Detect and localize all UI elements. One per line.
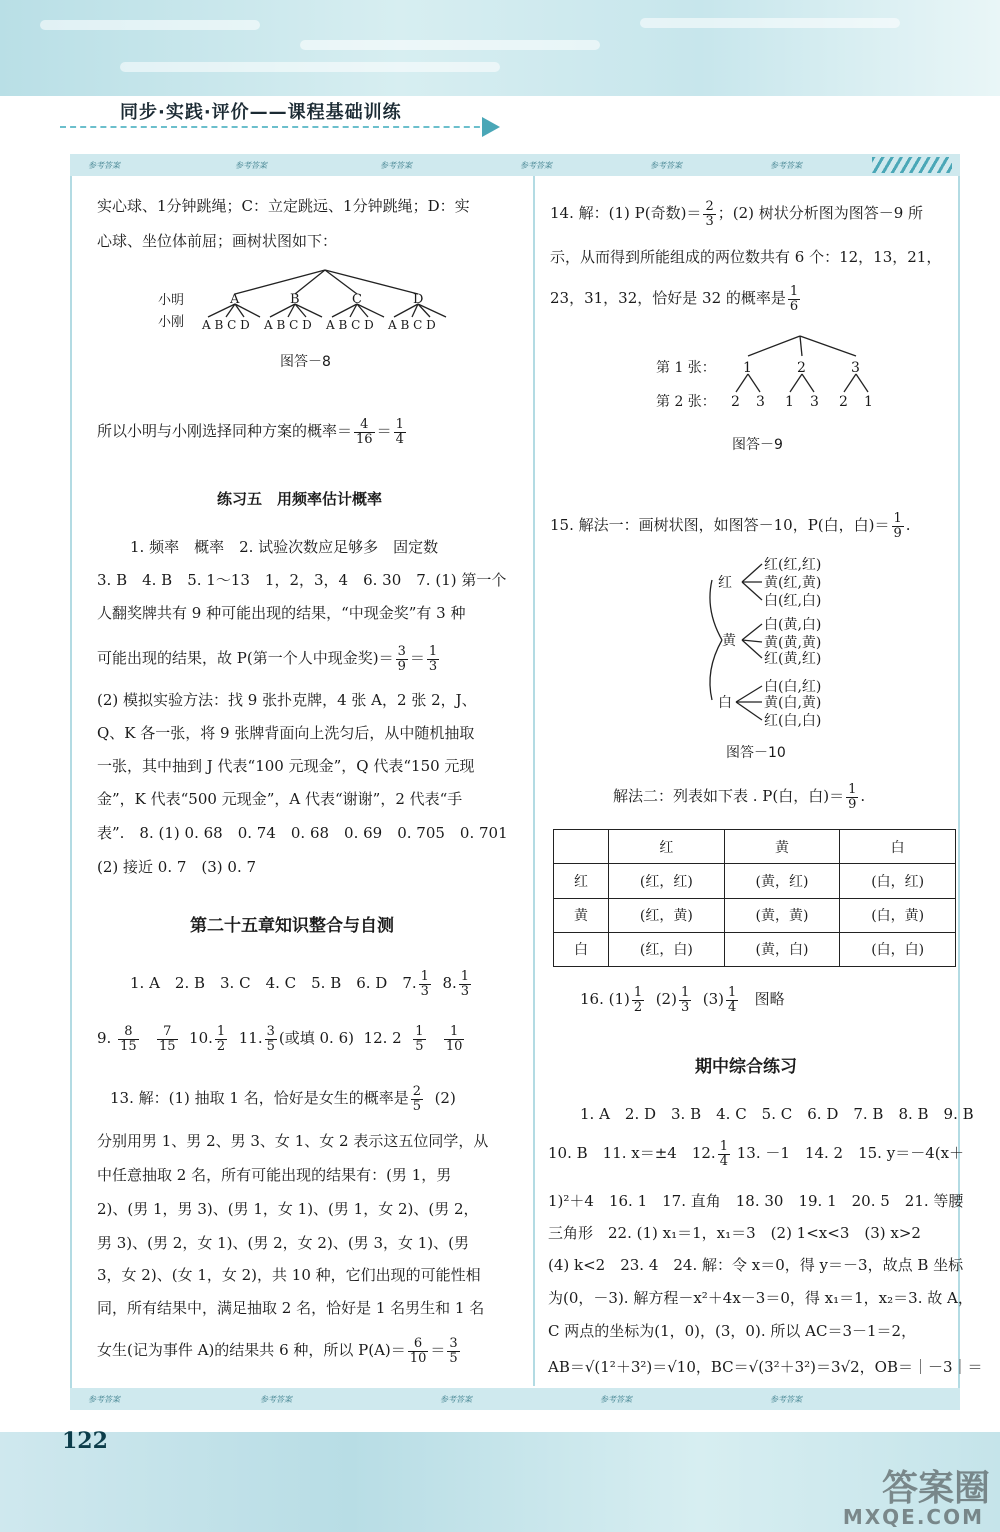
tree8-leaves: A B C D [264, 318, 312, 332]
table-row: 红 (红，红) (黄，红) (白，红) [554, 864, 956, 898]
tree-diagram-10 [700, 550, 850, 730]
fraction: $\frac{1}{4}$ [395, 417, 404, 447]
fraction: $\frac{1}{5}$ [415, 1024, 424, 1054]
tree8-node: B [290, 292, 300, 307]
fraction: $\frac{7}{15}$ [158, 1024, 176, 1054]
ch25-q13-line-7: 同，所有结果中，满足抽取 2 名，恰好是 1 名男生和 1 名 [97, 1299, 485, 1317]
q15-line-2: 解法二：列表如下表 . P(白，白)＝ $\frac{1}{9}$ . [613, 782, 866, 812]
tree10-root: 红 [718, 575, 732, 591]
q15-line-1: 15. 解法一：画树状图，如图答－10，P(白，白)＝ $\frac{1}{9}$ . [550, 511, 911, 541]
fraction: $\frac{3}{9}$ [397, 644, 406, 674]
fraction: $\frac{1}{3}$ [460, 969, 470, 999]
fraction: $\frac{2}{5}$ [412, 1084, 422, 1114]
midterm-line-7: C 两点的坐标为(1，0)，(3，0). 所以 AC＝3－1＝2， [548, 1322, 917, 1340]
midterm-line-2: 10. B 11. x＝±4 12. $\frac{1}{4}$ 13. －1 14. 2 15. y＝－4(x＋ [548, 1139, 965, 1169]
result-table [553, 829, 956, 967]
table-row: 红 黄 白 [554, 830, 956, 864]
practice5-line-2: 3. B 4. B 5. 1～13 1，2，3，4 6. 30 7. (1) 第一个 [97, 571, 507, 589]
practice5-line-8: 金”，K 代表“500 元现金”，A 代表“谢谢”，2 代表“手 [97, 790, 463, 808]
column-divider [533, 176, 535, 1386]
ch25-q13-line-6: 3，女 2)、(女 1，女 2)，共 10 种，它们出现的可能性相 [97, 1266, 481, 1284]
header-title: 同步·实践·评价——课程基础训练 [120, 102, 402, 123]
tree9-node: 3 [851, 360, 860, 376]
q14-line-3: 23，31，32，恰好是 32 的概率是 $\frac{1}{6}$ [550, 284, 799, 314]
fraction: $\frac{4}{16}$ [356, 417, 373, 447]
fraction: $\frac{2}{3}$ [705, 199, 714, 229]
midterm-line-6: 为(0，－3). 解方程－x²＋4x－3＝0，得 x₁＝1，x₂＝3. 故 A， [548, 1289, 973, 1307]
ch25-line-2: 9. $\frac{8}{15}$ $\frac{7}{15}$ 10. $\frac{1}{2}$ 11. $\frac{3}{5}$ (或填 0. 6) 12. 2 $\frac{1}{5}$ $\frac{1}{10}$ [97, 1024, 463, 1054]
practice5-line-1: 1. 频率 概率 2. 试验次数应足够多 固定数 [130, 538, 439, 556]
tree8-row1-label: 小明 [158, 293, 185, 308]
table-row: 白 (红，白) (黄，白) (白，白) [554, 932, 956, 966]
ch25-q13-line-8: 女生(记为事件 A)的结果共 6 种，所以 P(A)＝ $\frac{6}{10}$ ＝ $\frac{3}{5}$ [97, 1336, 458, 1366]
tree10-leaf: 白(白,红) [764, 679, 822, 695]
fraction: $\frac{1}{3}$ [428, 644, 438, 674]
tree10-leaf: 黄(红,黄) [764, 575, 822, 591]
fraction: $\frac{1}{3}$ [420, 969, 429, 999]
left-line-2: 心球、坐位体前屈；画树状图如下： [97, 232, 338, 250]
ch25-q13-line-1: 13. 解：(1) 抽取 1 名，恰好是女生的概率是 $\frac{2}{5}$ (2) [110, 1084, 456, 1114]
page-number: 122 [62, 1428, 108, 1454]
practice5-line-9: 表”. 8. (1) 0. 68 0. 74 0. 68 0. 69 0. 705 0. 701 [97, 824, 508, 842]
left-line-3: 所以小明与小刚选择同种方案的概率＝ $\frac{4}{16}$ ＝ $\frac{1}{4}$ [97, 417, 404, 447]
practice5-line-5: (2) 模拟实验方法：找 9 张扑克牌，4 张 A，2 张 2，J、 [97, 691, 477, 709]
top-answer-strip: 参考答案 参考答案 参考答案 参考答案 参考答案 参考答案 [70, 154, 960, 176]
tree8-leaves: A B C D [388, 318, 436, 332]
tree10-leaf: 黄(黄,黄) [764, 635, 822, 651]
midterm-line-1: 1. A 2. D 3. B 4. C 5. C 6. D 7. B 8. B 9. B [580, 1105, 974, 1123]
section-title-practice-5: 练习五 用频率估计概率 [217, 490, 383, 508]
tree8-node: A [230, 292, 240, 307]
q14-line-2: 示，从而得到所能组成的两位数共有 6 个：12，13，21， [550, 248, 942, 266]
figure-caption-8: 图答－8 [280, 354, 331, 370]
tree10-leaf: 白(红,白) [764, 593, 822, 609]
midterm-title: 期中综合练习 [695, 1057, 797, 1077]
ch25-q13-line-2: 分别用男 1、男 2、男 3、女 1、女 2 表示这五位同学，从 [97, 1132, 489, 1150]
fraction: $\frac{3}{5}$ [266, 1024, 275, 1054]
fraction: $\frac{1}{3}$ [680, 985, 690, 1015]
fraction: $\frac{1}{10}$ [445, 1024, 463, 1054]
tree9-node: 2 [797, 360, 806, 376]
tree10-leaf: 白(黄,白) [764, 617, 822, 633]
tree10-leaf: 红(红,红) [764, 557, 822, 573]
ch25-line-1: 1. A 2. B 3. C 4. C 5. B 6. D 7. $\frac{1}{3}$ 8. $\frac{1}{3}$ [130, 969, 470, 999]
figure-caption-9: 图答－9 [732, 437, 783, 453]
tree-diagram-9 [650, 328, 890, 418]
hatch-decoration-icon [872, 157, 952, 173]
top-decorative-banner [0, 0, 1000, 96]
practice5-line-6: Q、K 各一张，将 9 张牌背面向上洗匀后，从中随机抽取 [97, 724, 475, 742]
fraction: $\frac{1}{2}$ [633, 985, 643, 1015]
fraction: $\frac{8}{15}$ [120, 1024, 137, 1054]
bottom-answer-strip: 参考答案 参考答案 参考答案 参考答案 参考答案 [70, 1388, 960, 1410]
tree10-root: 白 [718, 695, 732, 711]
tree8-row2-label: 小刚 [158, 315, 185, 330]
tree9-leaf: 1 [785, 394, 794, 410]
practice5-line-10: (2) 接近 0. 7 (3) 0. 7 [97, 858, 257, 876]
midterm-line-8: AB＝√(1²＋3²)＝√10，BC＝√(3²＋3²)＝3√2，OB＝｜－3｜＝ [548, 1358, 983, 1376]
watermark-logo: 答案圈 [881, 1468, 990, 1509]
practice5-line-3: 人翻奖牌共有 9 种可能出现的结果，“中现金奖”有 3 种 [97, 604, 466, 622]
tree8-leaves: A B C D [326, 318, 374, 332]
fraction: $\frac{1}{6}$ [789, 284, 799, 314]
ch25-q13-line-3: 中任意抽取 2 名，所有可能出现的结果有：(男 1，男 [97, 1166, 452, 1184]
tree8-node: D [413, 292, 424, 307]
header-arrow-icon [482, 117, 500, 137]
ch25-q13-line-5: 男 3)、(男 2，女 1)、(男 2，女 2)、(男 3，女 1)、(男 [97, 1234, 469, 1252]
tree9-leaf: 2 [839, 394, 848, 410]
tree10-leaf: 黄(白,黄) [764, 695, 822, 711]
tree9-leaf: 3 [756, 394, 765, 410]
fraction: $\frac{6}{10}$ [409, 1336, 427, 1366]
table-row: 黄 (红，黄) (黄，黄) (白，黄) [554, 898, 956, 932]
chapter-25-title: 第二十五章知识整合与自测 [190, 916, 394, 936]
watermark-url: MXQE.COM [842, 1505, 984, 1529]
ch25-q13-line-4: 2)、(男 1，男 3)、(男 1，女 1)、(男 1，女 2)、(男 2， [97, 1200, 479, 1218]
practice5-line-4: 可能出现的结果，故 P(第一个人中现金奖)＝ $\frac{3}{9}$ ＝ $\frac{1}{3}$ [97, 644, 438, 674]
midterm-line-5: (4) k<2 23. 4 24. 解：令 x＝0，得 y＝－3，故点 B 坐标 [548, 1256, 964, 1274]
tree8-node: C [352, 292, 362, 307]
fraction: $\frac{3}{5}$ [449, 1336, 458, 1366]
left-line-1: 实心球、1分钟跳绳；C：立定跳远、1分钟跳绳；D：实 [97, 197, 470, 215]
midterm-line-3: 1)²＋4 16. 1 17. 直角 18. 30 19. 1 20. 5 21. 等腰 [548, 1192, 964, 1210]
q14-line-1: 14. 解：(1) P(奇数)＝ $\frac{2}{3}$ ；(2) 树状分析图为图答－9 所 [550, 199, 924, 229]
tree9-node: 1 [743, 360, 752, 376]
tree9-leaf: 2 [731, 394, 740, 410]
fraction: $\frac{1}{9}$ [893, 511, 902, 541]
header-line [60, 126, 490, 128]
fraction: $\frac{1}{9}$ [848, 782, 857, 812]
tree9-leaf: 1 [864, 394, 873, 410]
tree-diagram-8 [150, 262, 460, 338]
tree8-leaves: A B C D [202, 318, 250, 332]
tree10-leaf: 红(黄,红) [764, 651, 822, 667]
midterm-line-4: 三角形 22. (1) x₁＝1，x₁＝3 (2) 1<x<3 (3) x>2 [548, 1224, 921, 1242]
tree10-root: 黄 [722, 633, 736, 649]
fraction: $\frac{1}{4}$ [728, 985, 737, 1015]
practice5-line-7: 一张，其中抽到 J 代表“100 元现金”，Q 代表“150 元现 [97, 757, 475, 775]
fraction: $\frac{1}{4}$ [719, 1139, 728, 1169]
q16-line: 16. (1) $\frac{1}{2}$ (2) $\frac{1}{3}$ (3) $\frac{1}{4}$ 图略 [580, 985, 785, 1015]
fraction: $\frac{1}{2}$ [216, 1024, 226, 1054]
tree9-leaf: 3 [810, 394, 819, 410]
tree10-leaf: 红(白,白) [764, 713, 822, 729]
tree9-row1-label: 第 1 张： [656, 360, 716, 376]
figure-caption-10: 图答－10 [726, 745, 786, 761]
tree9-row2-label: 第 2 张： [656, 394, 716, 410]
